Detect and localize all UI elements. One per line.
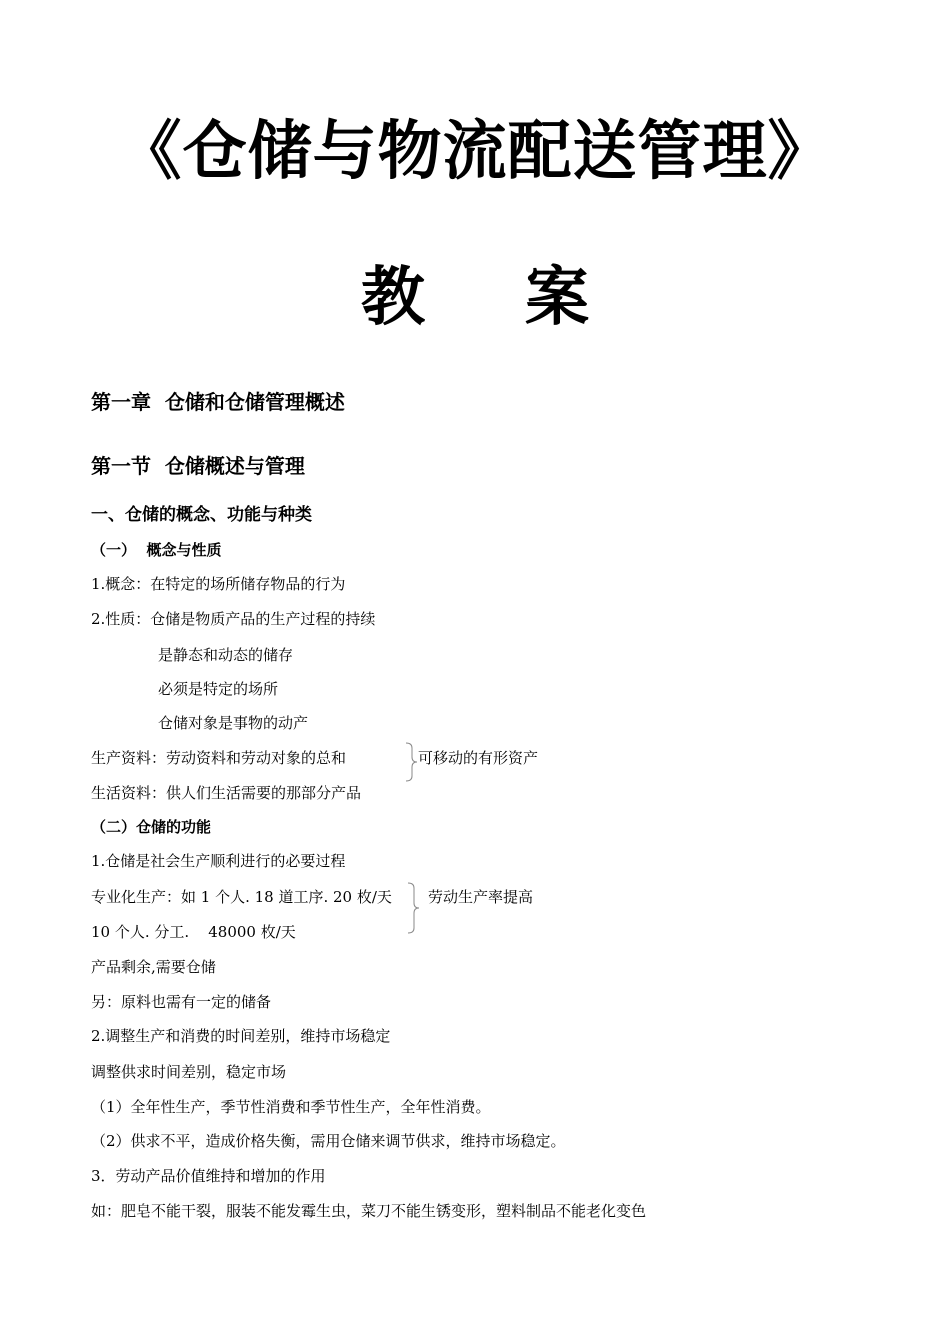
text-line: 3．劳动产品价值维持和增加的作用 — [91, 1167, 326, 1185]
text-line: （2）供求不平，造成价格失衡，需用仓储来调节供求，维持市场稳定。 — [91, 1132, 566, 1150]
text-line: 另：原料也需有一定的储备 — [91, 993, 272, 1011]
text-line: 如：肥皂不能干裂，服装不能发霉生虫，菜刀不能生锈变形，塑料制品不能老化变色 — [91, 1202, 647, 1220]
text-line: 2.调整生产和消费的时间差别，维持市场稳定 — [91, 1027, 391, 1045]
section-heading: 第一节 仓储概述与管理 — [91, 454, 305, 478]
text-line-right: 劳动生产率提高 — [428, 888, 534, 906]
text-line: 必须是特定的场所 — [158, 680, 279, 698]
subheading-function: （二）仓储的功能 — [91, 818, 212, 836]
text-line: 2.性质：仓储是物质产品的生产过程的持续 — [91, 610, 376, 628]
brace-icon — [404, 742, 418, 782]
subtitle-char-1: 教 — [361, 261, 425, 335]
text-line: 仓储对象是事物的动产 — [158, 714, 309, 732]
text-line: 10 个人. 分工. 48000 枚/天 — [91, 923, 296, 941]
text-line: 专业化生产：如 1 个人. 18 道工序. 20 枚/天 — [91, 888, 392, 906]
document-title: 《仓储与物流配送管理》 — [117, 115, 833, 189]
text-line: （1）全年性生产，季节性消费和季节性生产，全年性消费。 — [91, 1098, 491, 1116]
chapter-heading: 第一章 仓储和仓储管理概述 — [91, 390, 345, 414]
document-subtitle — [0, 258, 950, 338]
text-line: 生活资料：供人们生活需要的那部分产品 — [91, 784, 362, 802]
subheading-concept: （一） 概念与性质 — [91, 541, 222, 559]
subtitle-char-2: 案 — [525, 261, 589, 335]
text-line-right: 可移动的有形资产 — [418, 749, 539, 767]
text-line: 生产资料：劳动资料和劳动对象的总和 — [91, 749, 347, 767]
text-line: 1.概念：在特定的场所储存物品的行为 — [91, 575, 346, 593]
text-line: 产品剩余,需要仓储 — [91, 958, 216, 976]
brace-icon — [406, 882, 420, 934]
text-line: 是静态和动态的储存 — [158, 646, 294, 664]
part-heading: 一、仓储的概念、功能与种类 — [91, 505, 312, 525]
text-line: 调整供求时间差别，稳定市场 — [91, 1063, 287, 1081]
text-line: 1.仓储是社会生产顺利进行的必要过程 — [91, 852, 346, 870]
